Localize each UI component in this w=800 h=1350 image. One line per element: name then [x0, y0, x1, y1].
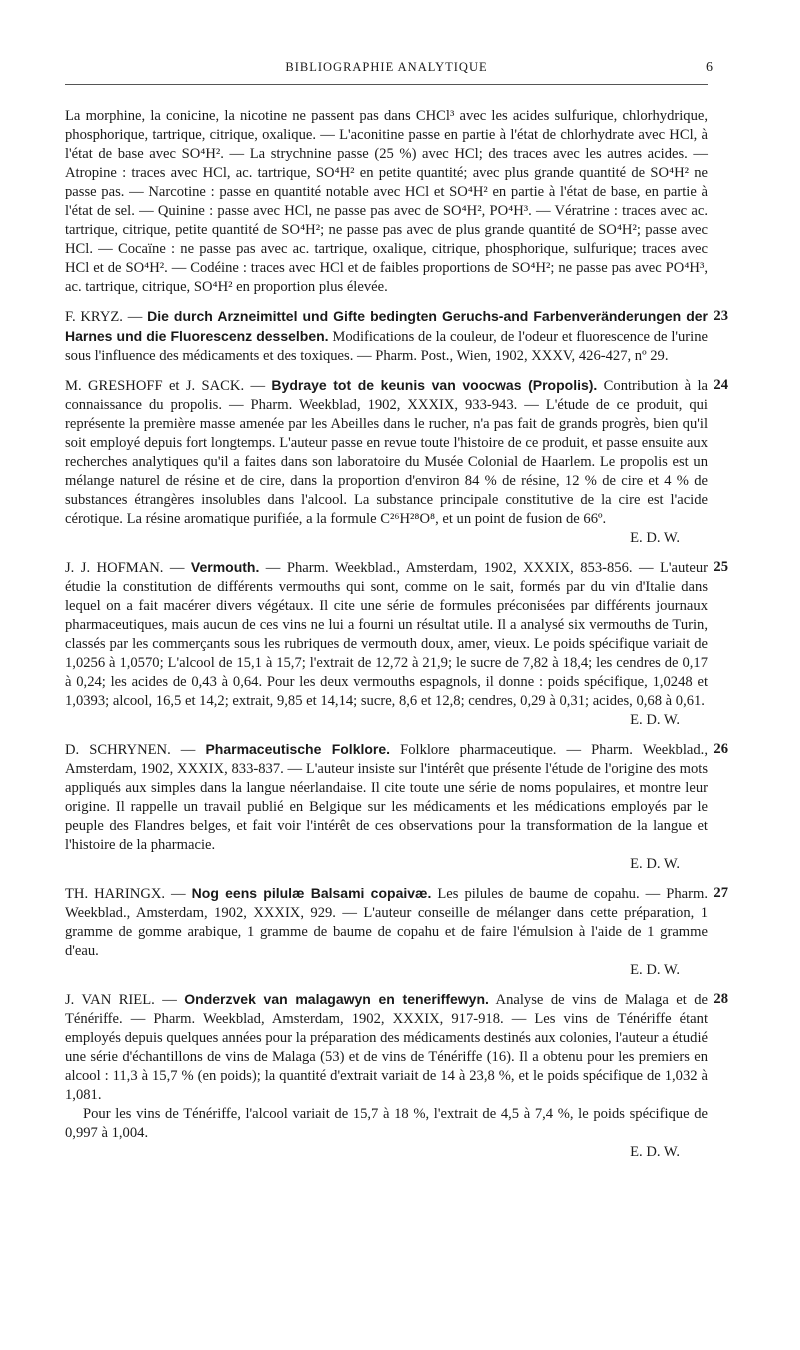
entry-signature: E. D. W. [630, 1144, 680, 1160]
entry-signature: E. D. W. [630, 712, 680, 728]
entry-text-continued [65, 1105, 708, 1143]
entry-signature: E. D. W. [630, 856, 680, 872]
entry-body-continued: Pour les vins de Ténériffe, l'alcool variait de 15,7 à 18 %, l'extrait de 4,5 à 7,4 %, le poids spécifique de 0,997 à 1,004. [65, 1106, 708, 1141]
entry-number: 25 [713, 559, 728, 575]
entry-author: TH. HARINGX. — [65, 886, 192, 902]
entry-27 [65, 884, 728, 980]
entry-number: 26 [713, 741, 728, 757]
entry-text [65, 558, 708, 711]
entry-title: Die durch Arzneimittel und Gifte bedingten Geruchs-and Farbenveränderungen der Harnes und die Fluorescenz desselben. [65, 308, 708, 344]
entry-body: Analyse de vins de Malaga et de Ténériffe. — Pharm. Weekblad, Amsterdam, 1902, XXXIX, 917-918. — Les vins de Ténériffe étant employés depuis quelques années pour la préparation des médicaments destinés aux colonies, l'auteur a étudié une série d'échantillons de vins de Malaga (53) et de vins de Ténériffe (16). Il a obtenu pour les premiers en alcool : 11,3 à 15,7 % (en poids); la quantité d'extrait variait de 14 à 23,8 %, et le poids spécifique de 1,032 à 1,081. [65, 992, 709, 1103]
entry-text [65, 307, 708, 366]
header-rule [65, 84, 708, 85]
entry-body: Les pilules de baume de copahu. — Pharm. Weekblad., Amsterdam, 1902, XXXIX, 929. — L'auteur conseille de mélanger dans cette préparation, 1 gramme de gomme arabique, 1 gramme de baume de copahu et de faire l'émulsion à l'aide de 1 gramme d'eau. [65, 886, 708, 959]
entry-signature: E. D. W. [630, 962, 680, 978]
entry-title: Vermouth. [190, 559, 260, 575]
entry-25 [65, 558, 728, 730]
entry-number: 28 [713, 991, 728, 1007]
entry-body: Modifications de la couleur, de l'odeur et fluorescence de l'urine sous l'influence des médicaments et des toxiques. — Pharm. Post., Wien, 1902, XXXV, 426-427, nº 29. [65, 329, 708, 364]
entry-author: F. KRYZ. — [65, 309, 148, 325]
intro-paragraph: La morphine, la conicine, la nicotine ne passent pas dans CHCl³ avec les acides sulfurique, chlorhydrique, phosphorique, tartrique, citrique, oxalique. — L'aconitine passe en partie à l'état de chlorhydrate avec HCl, à l'état de base avec SO⁴H². — La strychnine passe (25 %) avec HCl; des traces avec les autres acides. — Atropine : traces avec HCl, ac. tartrique, SO⁴H² en petite quantité; avec plus grande quantité de SO⁴H² ne passe pas. — Narcotine : passe en quantité notable avec HCl et SO⁴H² en partie à l'état de base, en partie à l'état de sel. — Quinine : passe avec HCl, ne passe pas avec de SO⁴H², PO⁴H³. — Vératrine : traces avec ac. tartrique, citrique, petite quantité de SO⁴H²; ne passe pas avec de plus grande quantité de SO⁴H²; passe avec HCl. — Cocaïne : ne passe pas avec ac. tartrique, oxalique, citrique, phosphorique, sulfurique; traces avec HCl et de SO⁴H². — Codéine : traces avec HCl et de faibles proportions de SO⁴H²; ne passe pas avec PO⁴H³, ac. tartrique, citrique, SO⁴H² en proportion plus élevée. [65, 108, 708, 295]
entry-title: Nog eens pilulæ Balsami copaivæ. [191, 885, 432, 901]
entry-body: Folklore pharmaceutique. — Pharm. Weekblad., Amsterdam, 1902, XXXIX, 833-837. — L'auteur insiste sur l'intérêt que présente l'étude de l'origine des mots appliqués aux simples dans la langue néerlandaise. Il cite toute une série de noms populaires, et montre leur origine. Il rappelle un travail publié en Belgique sur les médicaments et les médications employés par le peuple des Flandres belges, et fait voir l'intérêt de ces observations pour la transformation de la langue et l'histoire de la pharmacie. [65, 742, 708, 853]
entry-author: D. SCHRYNEN. — [65, 742, 206, 758]
entry-author: J. J. HOFMAN. — [65, 560, 191, 576]
entry-body: Contribution à la connaissance du propolis. — Pharm. Weekblad, 1902, XXXIX, 933-943. — L'étude de ce produit, qui représente la première masse amenée par les Abeilles dans le rucher, n'a pas fait de grands progrès, bien qu'il soit employé depuis fort longtemps. L'auteur passe en revue toute l'histoire de ce produit, et passe ensuite aux recherches analytiques qu'il a faites dans son laboratoire du Musée Colonial de Haarlem. Le propolis est un mélange naturel de résine et de cire, dans la proportion d'environ 84 % de résine, 12 % de cire et 4 % de substances étrangères insolubles dans l'alcool. La substance principale constitutive de la cire est l'acide cérotique. La résine aromatique purifiée, a la formule C²⁶H²⁸O⁸, et un point de fusion de 66º. [65, 378, 708, 527]
entry-title: Pharmaceutische Folklore. [205, 741, 391, 757]
entry-text [65, 884, 708, 961]
header-title: BIBLIOGRAPHIE ANALYTIQUE [285, 60, 488, 74]
entry-title: Bydraye tot de keunis van voocwas (Propolis). [271, 377, 598, 393]
entry-28 [65, 990, 728, 1162]
entry-signature: E. D. W. [630, 530, 680, 546]
entry-24 [65, 376, 728, 548]
entry-author: J. VAN RIEL. — [65, 992, 185, 1008]
entry-body: — Pharm. Weekblad., Amsterdam, 1902, XXXIX, 853-856. — L'auteur étudie la constitution de différents vermouths qui sont, comme on le sait, formés par du vin d'Italie dans lequel on a fait macérer divers végétaux. Il cite une série de formules préconisées par différents journaux pharmaceutiques, mais aucun de ces vins ne lui a fourni un résultat utile. Il a analysé six vermouths de Turin, classés par les commerçants sous les rubriques de vermouth doux, amer, vieux. Le poids spécifique variait de 1,0256 à 1,0570; L'alcool de 15,1 à 15,7; l'extrait de 12,72 à 21,9; le sucre de 7,82 à 18,4; les cendres de 0,17 à 0,24; les acides de 0,43 à 0,64. Pour les deux vermouths espagnols, il donne : poids spécifique, 1,0248 et 1,0393; alcool, 16,5 et 14,2; extrait, 9,85 et 14,14; sucre, 8,6 et 12,8; cendres, 0,29 à 0,31; acides, 0,68 à 0,61. [65, 560, 708, 709]
running-header [65, 58, 714, 80]
entry-author: M. GRESHOFF et J. SACK. — [65, 378, 272, 394]
entry-text [65, 990, 708, 1105]
page-number: 6 [706, 60, 714, 75]
entry-title: Onderzvek van malagawyn en teneriffewyn. [184, 991, 489, 1007]
entry-number: 24 [713, 377, 728, 393]
entry-text [65, 740, 708, 855]
entry-23 [65, 307, 728, 366]
entry-26 [65, 740, 728, 874]
entry-text [65, 376, 708, 529]
entry-number: 23 [713, 308, 728, 324]
entry-number: 27 [713, 885, 728, 901]
